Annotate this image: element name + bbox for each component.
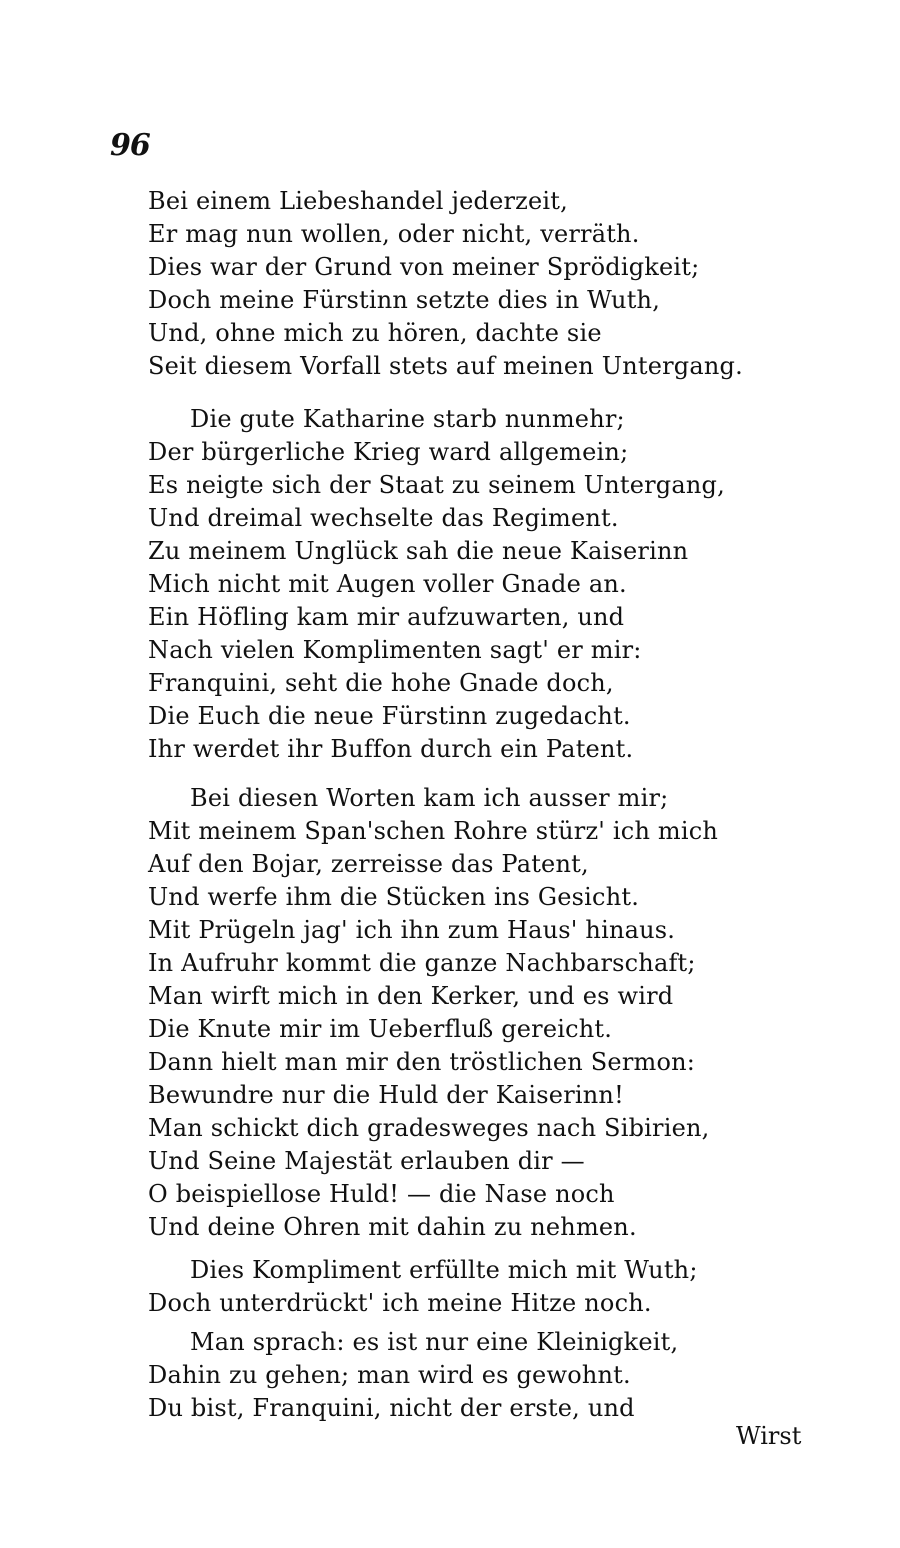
verse-line: Mich nicht mit Augen voller Gnade an. [148,570,627,598]
verse-line-indented: Dies Kompliment erfüllte mich mit Wuth; [190,1256,698,1284]
verse-line: Man wirft mich in den Kerker, und es wird [148,982,674,1010]
verse-line: Es neigte sich der Staat zu seinem Untergang, [148,471,725,499]
stanza-2 [148,403,828,766]
verse-line: Mit meinem Span'schen Rohre stürz' ich mich [148,817,719,845]
verse-line-indented: Bei diesen Worten kam ich ausser mir; [190,784,669,812]
verse-line: Dahin zu gehen; man wird es gewohnt. [148,1361,631,1389]
verse-line-indented: Man sprach: es ist nur eine Kleinigkeit, [190,1328,679,1356]
verse-line: Und deine Ohren mit dahin zu nehmen. [148,1213,637,1241]
verse-line: Die Knute mir im Ueberfluß gereicht. [148,1015,613,1043]
verse-line: Dies war der Grund von meiner Sprödigkeit; [148,253,700,281]
verse-line: Bei einem Liebeshandel jederzeit, [148,187,568,215]
verse-line: Zu meinem Unglück sah die neue Kaiserinn [148,537,689,565]
stanza-3 [148,782,828,1244]
verse-line: Der bürgerliche Krieg ward allgemein; [148,438,629,466]
verse-line: O beispiellose Huld! — die Nase noch [148,1180,615,1208]
verse-line: Du bist, Franquini, nicht der erste, und [148,1394,635,1422]
verse-line: Mit Prügeln jag' ich ihn zum Haus' hinaus. [148,916,676,944]
stanza-5 [148,1326,828,1425]
verse-line: Doch unterdrückt' ich meine Hitze noch. [148,1289,652,1317]
verse-line: In Aufruhr kommt die ganze Nachbarschaft; [148,949,696,977]
verse-line: Man schickt dich gradesweges nach Sibirien, [148,1114,710,1142]
verse-line: Bewundre nur die Huld der Kaiserinn! [148,1081,624,1109]
page-number: 96 [110,128,150,163]
verse-line: Dann hielt man mir den tröstlichen Sermon: [148,1048,696,1076]
verse-line: Nach vielen Komplimenten sagt' er mir: [148,636,642,664]
catchword: Wirst [736,1422,802,1450]
stanza-4 [148,1254,828,1320]
verse-line-indented: Die gute Katharine starb nunmehr; [190,405,625,433]
stanza-1 [148,185,828,383]
verse-line: Seit diesem Vorfall stets auf meinen Untergang. [148,352,743,380]
verse-line: Ihr werdet ihr Buffon durch ein Patent. [148,735,634,763]
verse-line: Und Seine Majestät erlauben dir — [148,1147,585,1175]
verse-line: Und, ohne mich zu hören, dachte sie [148,319,602,347]
verse-line: Er mag nun wollen, oder nicht, verräth. [148,220,640,248]
verse-line: Ein Höfling kam mir aufzuwarten, und [148,603,625,631]
verse-line: Und dreimal wechselte das Regiment. [148,504,619,532]
verse-line: Auf den Bojar, zerreisse das Patent, [148,850,589,878]
verse-line: Und werfe ihm die Stücken ins Gesicht. [148,883,640,911]
verse-line: Franquini, seht die hohe Gnade doch, [148,669,614,697]
verse-line: Die Euch die neue Fürstinn zugedacht. [148,702,631,730]
verse-line: Doch meine Fürstinn setzte dies in Wuth, [148,286,661,314]
